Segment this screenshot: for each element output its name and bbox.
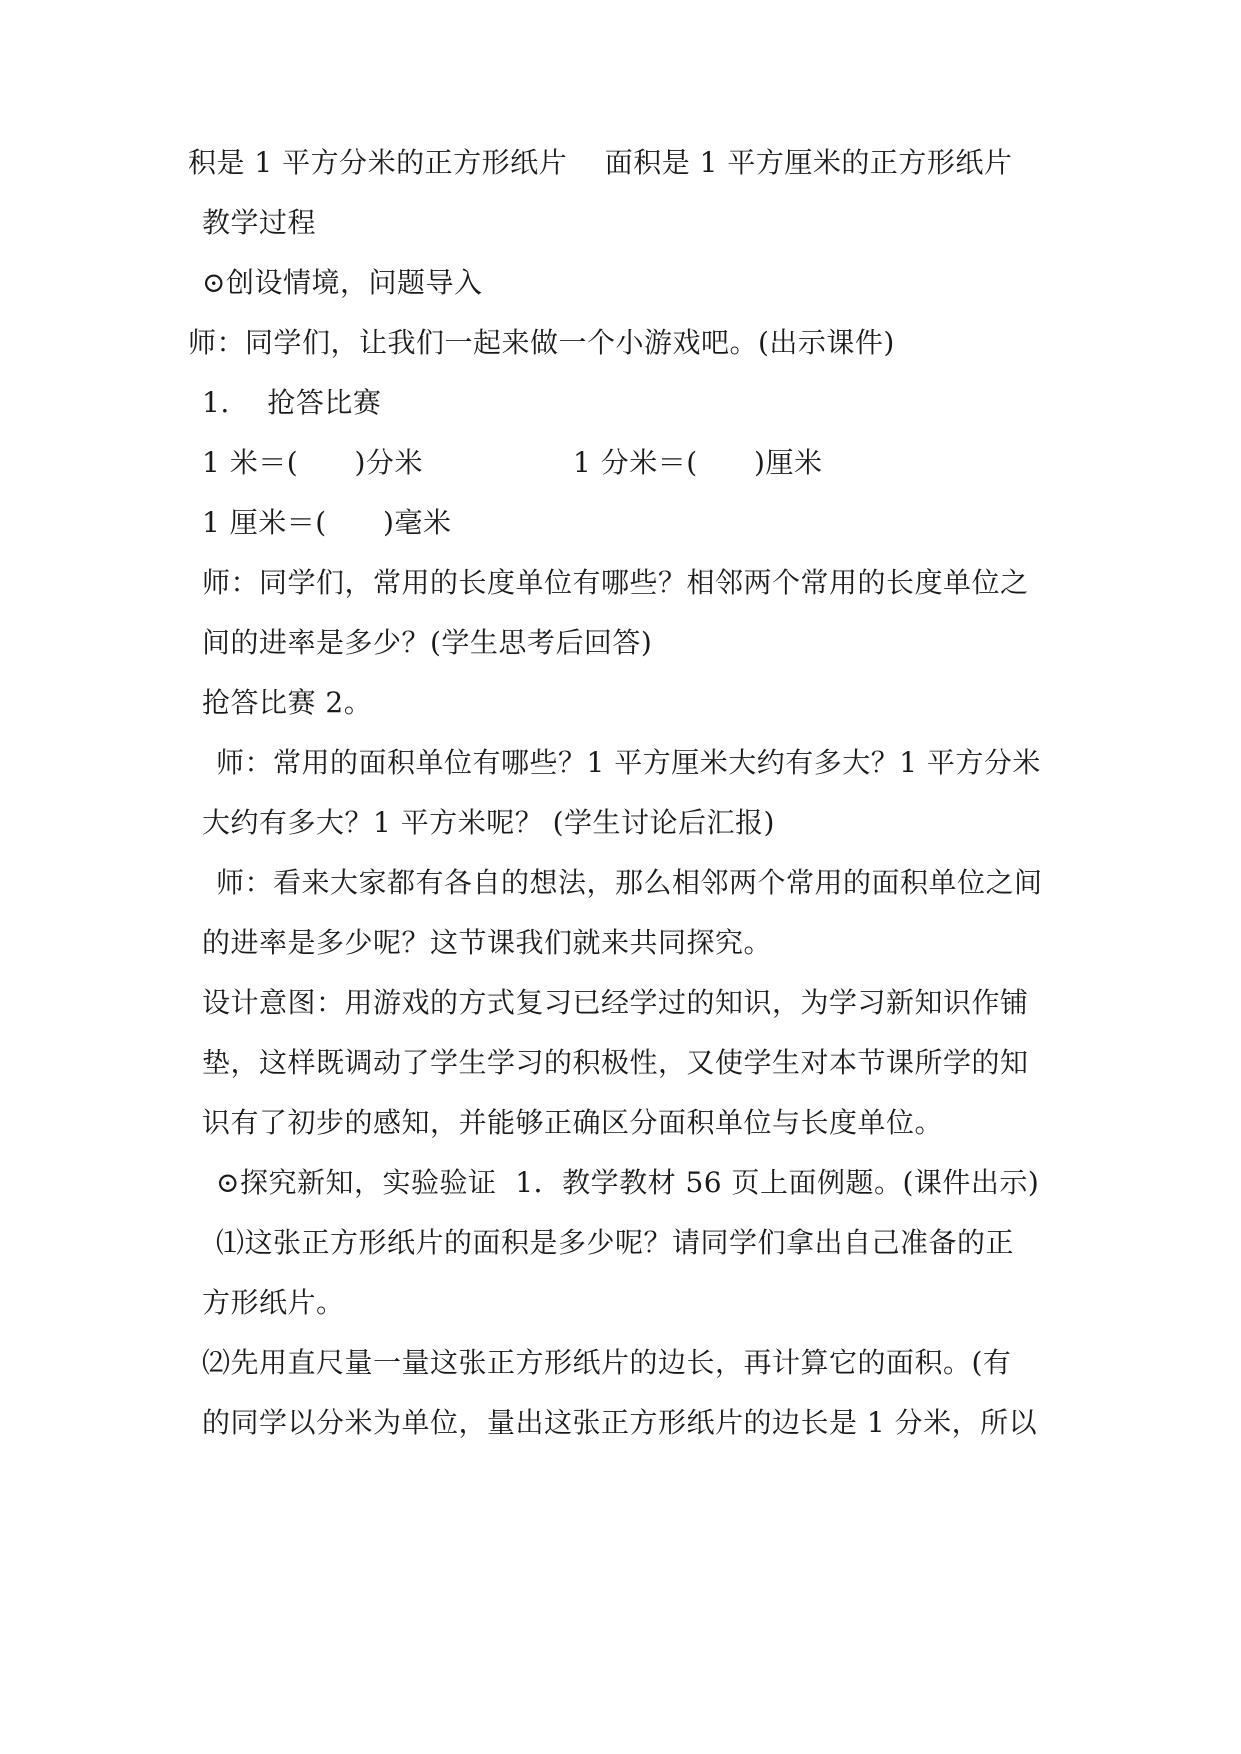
quiz-question: 1 厘米＝( )毫米	[202, 506, 452, 539]
text-line: 的进率是多少呢？这节课我们就来共同探究。	[202, 926, 773, 959]
heading-teaching-process: 教学过程	[202, 206, 317, 239]
text-line: 大约有多大？1 平方米呢？ (学生讨论后汇报)	[202, 806, 775, 839]
text-line: 师：同学们，常用的长度单位有哪些？相邻两个常用的长度单位之	[202, 566, 1029, 599]
text-line: 师：同学们，让我们一起来做一个小游戏吧。(出示课件)	[188, 326, 895, 359]
quiz-question: 1 分米＝( )厘米	[573, 446, 823, 479]
section-heading-situation: ⊙创设情境，问题导入	[202, 266, 483, 299]
design-intent-line: 设计意图：用游戏的方式复习已经学过的知识，为学习新知识作铺	[202, 986, 1029, 1019]
text-line: 方形纸片。	[202, 1286, 345, 1319]
text-line: 师：看来大家都有各自的想法，那么相邻两个常用的面积单位之间	[216, 866, 1043, 899]
text-line: 的同学以分米为单位，量出这张正方形纸片的边长是 1 分米，所以	[202, 1406, 1038, 1439]
text-line-materials: 积是 1 平方分米的正方形纸片 面积是 1 平方厘米的正方形纸片	[188, 146, 1013, 179]
design-intent-line: 垫，这样既调动了学生学习的积极性，又使学生对本节课所学的知	[202, 1046, 1029, 1079]
text-line: ⑵先用直尺量一量这张正方形纸片的边长，再计算它的面积。(有	[202, 1346, 1012, 1379]
list-item-quiz-1: 1. 抢答比赛	[202, 386, 382, 419]
text-line: 间的进率是多少？(学生思考后回答)	[202, 626, 653, 659]
list-item-quiz-2: 抢答比赛 2。	[202, 686, 373, 719]
text-line: ⑴这张正方形纸片的面积是多少呢？请同学们拿出自己准备的正	[216, 1226, 1015, 1259]
quiz-question: 1 米＝( )分米	[202, 446, 423, 479]
section-heading-explore: ⊙探究新知，实验验证 1．教学教材 56 页上面例题。(课件出示)	[216, 1166, 1040, 1199]
design-intent-line: 识有了初步的感知，并能够正确区分面积单位与长度单位。	[202, 1106, 944, 1139]
text-line: 师：常用的面积单位有哪些？1 平方厘米大约有多大？1 平方分米	[216, 746, 1041, 779]
